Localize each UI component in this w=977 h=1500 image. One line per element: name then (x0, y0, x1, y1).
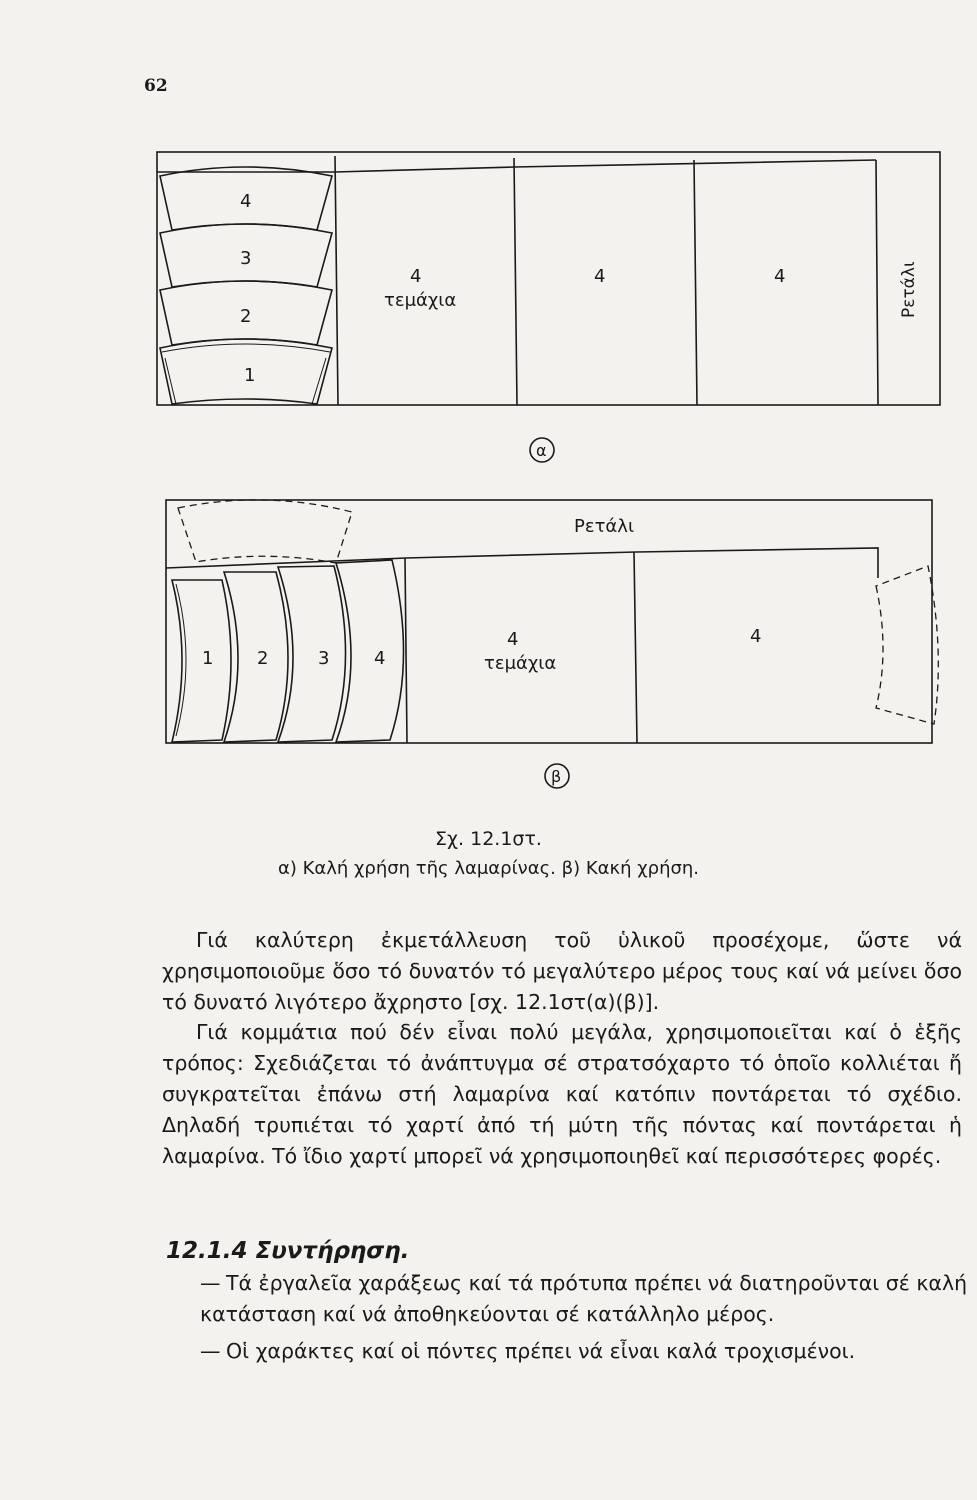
bullet-item-1 (200, 1268, 970, 1330)
block-unit-a-1: τεμάχια (384, 290, 457, 311)
scrap-boundary-b (166, 548, 878, 578)
piece-label-a-4: 4 (240, 191, 252, 212)
bullet-text-1: Τά ἐργαλεῖα χαράξεως καί τά πρότυπα πρέπει νά διατηροῦνται σέ καλή κατάσταση καί νά ἀποθηκεύονται σέ κατάλληλο μέρος. (200, 1271, 968, 1326)
piece-label-b-3: 3 (318, 648, 330, 669)
figure-tag-b: β (551, 767, 562, 786)
piece-label-a-3: 3 (240, 248, 252, 269)
block-count-a-3: 4 (774, 266, 786, 287)
bullet-marker: — (200, 1271, 221, 1295)
sheet-outline-b (166, 500, 932, 743)
body-paragraph-1: Γιά καλύτερη ἐκμετάλλευση τοῦ ὑλικοῦ προσέχομε, ὥστε νά χρησιμοποιοῦμε ὅσο τό δυνατόν τό μεγαλύτερο μέρος τους καί νά μείνει ὅσο τό δυνατό λιγότερο ἄχρηστο [σχ. 12.1στ(α)(β)]. (162, 928, 962, 1014)
bullet-item-2 (200, 1336, 970, 1367)
arc-piece-b-2 (224, 572, 288, 742)
block-count-a-1: 4 (410, 266, 422, 287)
page-number: 62 (144, 76, 168, 96)
dashed-piece-top (178, 500, 352, 563)
piece-label-b-4: 4 (374, 648, 386, 669)
dashed-piece-right (876, 566, 938, 724)
block-unit-b-1: τεμάχια (484, 653, 557, 674)
block-count-b-1: 4 (507, 629, 519, 650)
bullet-marker: — (200, 1339, 221, 1363)
figure-tag-a: α (536, 441, 547, 460)
block-count-b-2: 4 (750, 626, 762, 647)
divider-b-2 (634, 552, 637, 743)
scrap-label-a: Ρετάλι (899, 261, 919, 318)
scrap-label-b: Ρετάλι (574, 516, 635, 537)
piece-label-a-2: 2 (240, 306, 252, 327)
divider-b-1 (405, 558, 407, 743)
section-heading: 12.1.4 Συντήρηση. (166, 1238, 410, 1264)
body-paragraph-2: Γιά κομμάτια πού δέν εἶναι πολύ μεγάλα, χρησιμοποιεῖται καί ὁ ἑξῆς τρόπος: Σχεδιάζεται τό ἀνάπτυγμα σέ στρατσόχαρτο τό ὁποῖο κολλιέται ἤ συγκρατεῖται ἐπάνω στή λαμαρίνα καί κατόπιν ποντάρεται τό σχέδιο. Δηλαδή τρυπιέται τό χαρτί ἀπό τή μύτη τῆς πόντας καί ποντάρεται ἡ λαμαρίνα. Τό ἴδιο χαρτί μπορεῖ νά χρησιμοποιηθεῖ καί περισσότερες φορές. (162, 1020, 962, 1168)
figure-caption-title: Σχ. 12.1στ. (435, 828, 542, 850)
bullet-text-2: Οἱ χαράκτες καί οἱ πόντες πρέπει νά εἶναι καλά τροχισμένοι. (226, 1339, 856, 1363)
piece-label-b-2: 2 (257, 648, 269, 669)
piece-label-a-1: 1 (244, 365, 256, 386)
piece-label-b-1: 1 (202, 648, 214, 669)
block-count-a-2: 4 (594, 266, 606, 287)
figure-caption-subtitle: α) Καλή χρήση τῆς λαμαρίνας. β) Κακή χρήση. (277, 858, 700, 879)
